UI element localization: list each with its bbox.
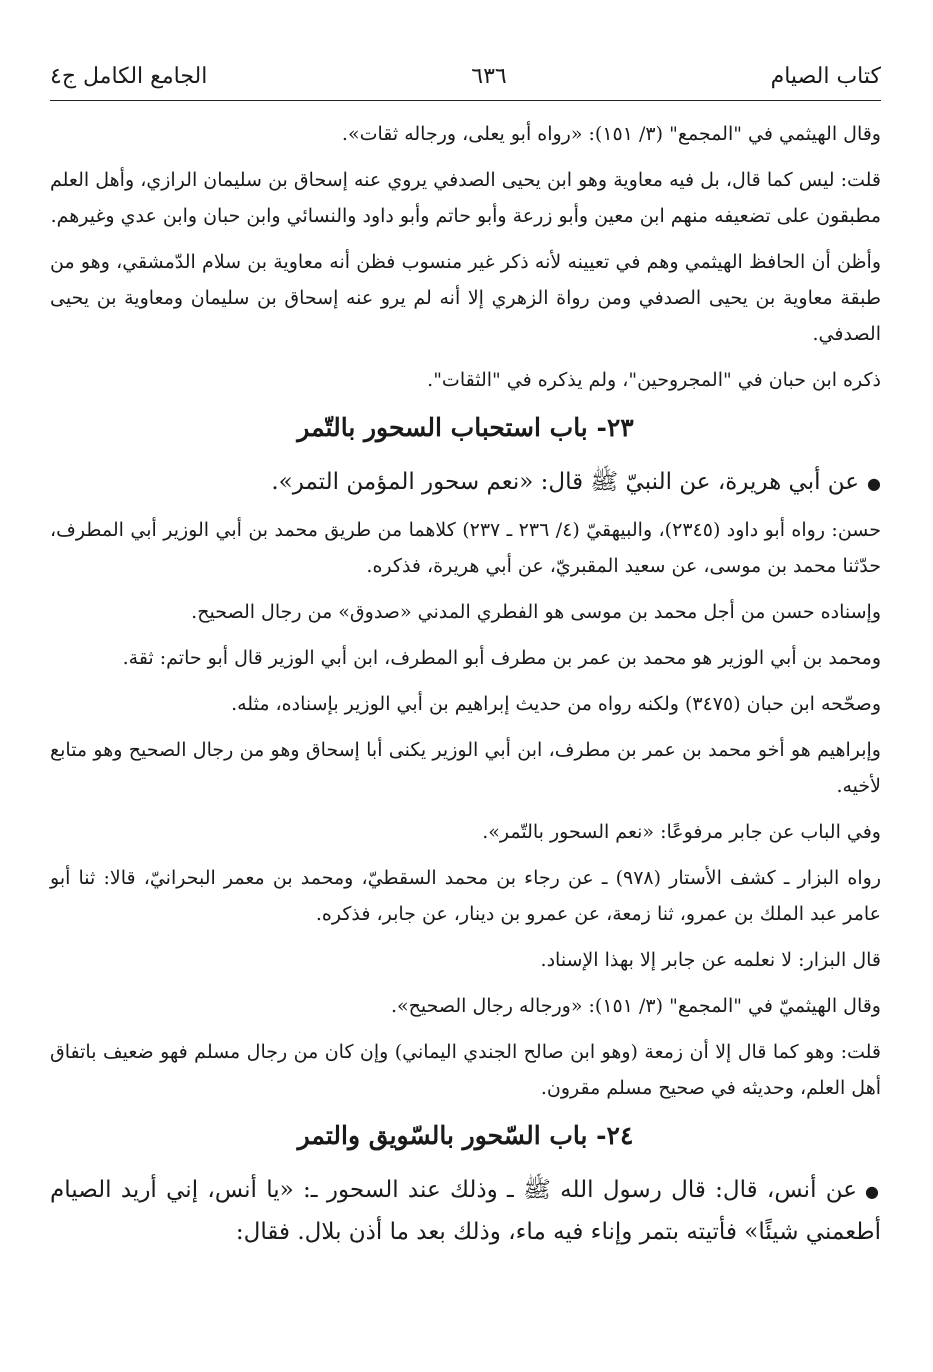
hadith-body: عن أبي هريرة، عن النبيّ ﷺ قال: «نعم سحور المؤمن التمر».	[271, 469, 860, 495]
paragraph: وإسناده حسن من أجل محمد بن موسى هو الفطري المدني «صدوق» من رجال الصحيح.	[191, 601, 881, 623]
section-heading: ٢٤- باب السّحور بالسّويق والتمر	[297, 1121, 634, 1150]
paragraph: وأظن أن الحافظ الهيثمي وهم في تعيينه لأنه ذكر غير منسوب فظن أنه معاوية بن سلام الدّمشقي، وهو من طبقة معاوية بن يحيى الصدفي ومن رواة الزهري إلا أنه لم يرو عنه إسحاق بن سليمان ومعاوية بن يحيى الصدفي.	[50, 251, 881, 345]
paragraph: وإبراهيم هو أخو محمد بن عمر بن مطرف، ابن أبي الوزير يكنى أبا إسحاق وهو من رجال الصحيح وهو متابع لأخيه.	[50, 739, 881, 797]
paragraph: ومحمد بن أبي الوزير هو محمد بن عمر بن مطرف أبو المطرف، ابن أبي الوزير قال أبو حاتم: ثقة.	[122, 647, 881, 669]
hadith-body: عن أنس، قال: قال رسول الله ﷺ ـ وذلك عند السحور ـ: «يا أنس، إني أريد الصيام أطعمني شيئًا» فأتيته بتمر وإناء فيه ماء، وذلك بعد ما أذن بلال. فقال:	[50, 1177, 881, 1245]
paragraph: قلت: وهو كما قال إلا أن زمعة (وهو ابن صالح الجندي اليماني) وإن كان من رجال مسلم فهو ضعيف باتفاق أهل العلم، وحديثه في صحيح مسلم مقرون.	[50, 1041, 881, 1099]
book-title: كتاب الصيام	[770, 63, 881, 89]
page-header	[50, 58, 881, 94]
hadith-text	[50, 462, 881, 504]
paragraph: قال البزار: لا نعلمه عن جابر إلا بهذا الإسناد.	[540, 949, 881, 971]
paragraph: وقال الهيثميّ في "المجمع" (٣/ ١٥١): «ورجاله رجال الصحيح».	[390, 995, 881, 1017]
page-number: ٦٣٦	[471, 63, 507, 89]
header-rule	[50, 100, 881, 101]
hadith-text	[50, 1170, 881, 1252]
paragraph: قلت: ليس كما قال، بل فيه معاوية وهو ابن يحيى الصدفي يروي عنه إسحاق بن سليمان الرازي، وأهل العلم مطبقون على تضعيفه منهم ابن معين وأبو زرعة وأبو حاتم وأبو داود والنسائي وابن حبان وابن عدي وغيرهم.	[50, 169, 881, 227]
paragraph: رواه البزار ـ كشف الأستار (٩٧٨) ـ عن رجاء بن محمد السقطيّ، ومحمد بن معمر البحرانيّ، قالا: ثنا أبو عامر عبد الملك بن عمرو، ثنا زمعة، عن عمرو بن دينار، عن جابر، فذكره.	[50, 867, 882, 925]
bullet-icon: ●	[867, 474, 881, 493]
paragraph: وصحّحه ابن حبان (٣٤٧٥) ولكنه رواه من حديث إبراهيم بن أبي الوزير بإسناده، مثله.	[231, 693, 881, 715]
paragraph: ذكره ابن حبان في "المجروحين"، ولم يذكره في "الثقات".	[427, 369, 881, 391]
section-heading: ٢٣- باب استحباب السحور بالتّمر	[297, 413, 634, 442]
paragraph: حسن: رواه أبو داود (٢٣٤٥)، والبيهقيّ (٤/ ٢٣٦ ـ ٢٣٧) كلاهما من طريق محمد بن أبي الوزير أبي المطرف، حدّثنا محمد بن موسى، عن سعيد المقبريّ، عن أبي هريرة، فذكره.	[50, 519, 881, 577]
bullet-icon: ●	[865, 1182, 881, 1201]
paragraph: وقال الهيثمي في "المجمع" (٣/ ١٥١): «رواه أبو يعلى، ورجاله ثقات».	[341, 123, 881, 145]
page-body	[50, 116, 881, 1260]
paragraph: وفي الباب عن جابر مرفوعًا: «نعم السحور بالتّمر».	[482, 821, 881, 843]
volume-title: الجامع الكامل ج٤	[50, 63, 208, 89]
